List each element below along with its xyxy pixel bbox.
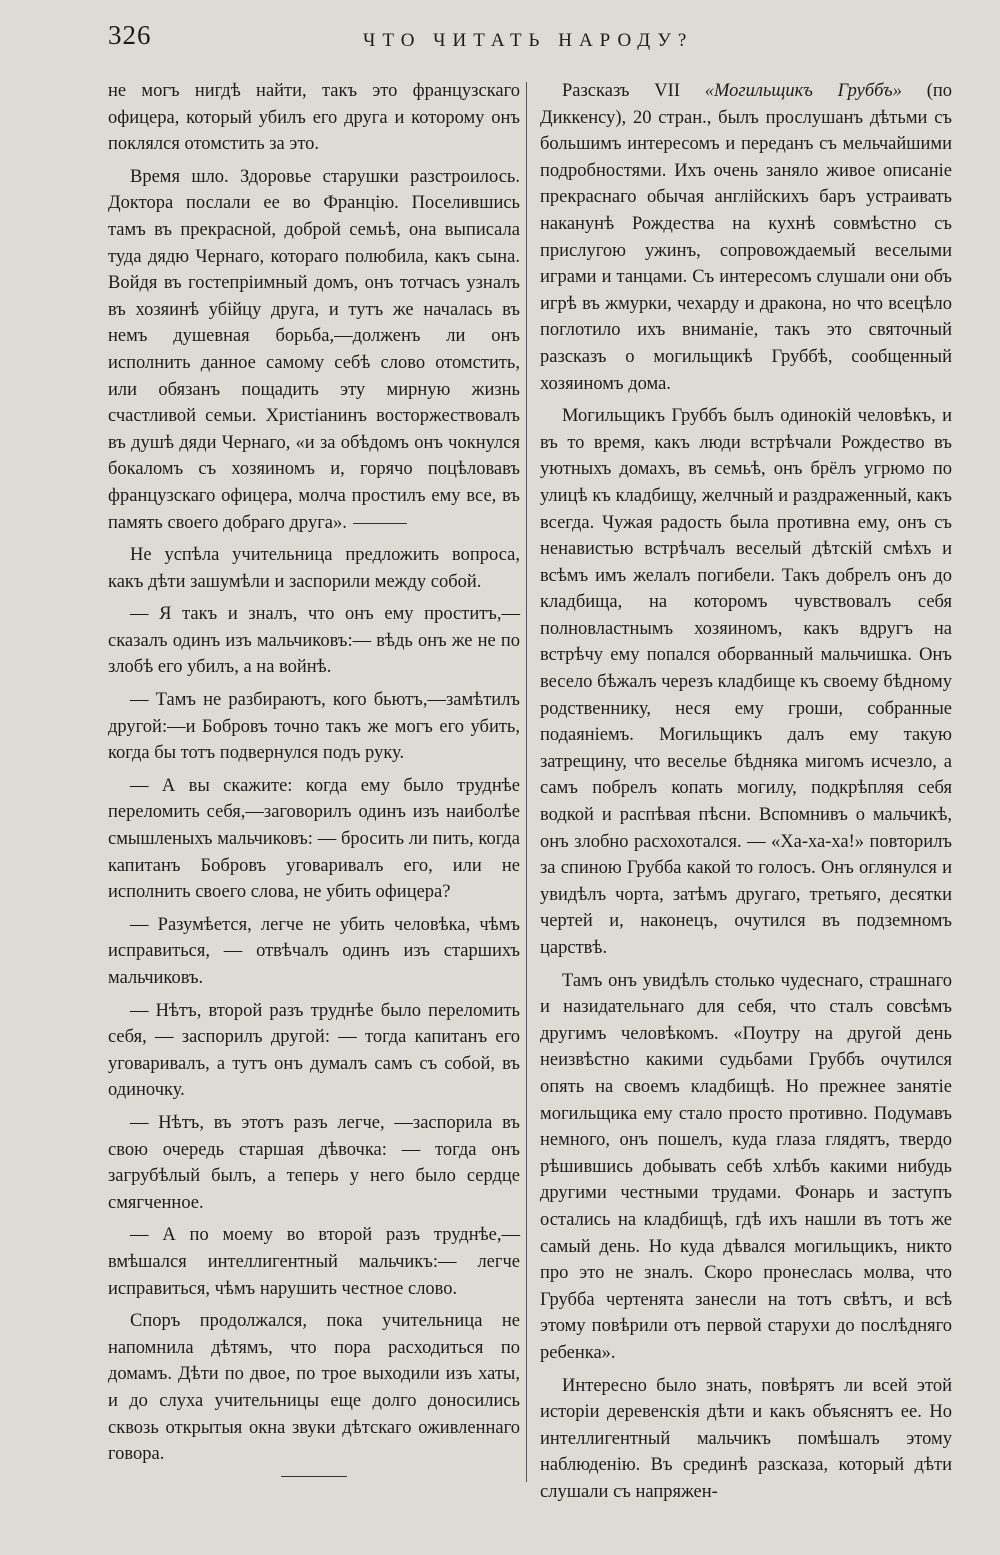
paragraph-text: (по Диккенсу), 20 стран., былъ прослушанъ дѣтьми съ большимъ интересомъ и переданъ съ мельчайшими подробностями. Ихъ очень заняло живое описаніе прекраснаго обычая англійскихъ баръ устраивать наканунѣ Рождества на кухнѣ совмѣстно съ прислугою ужинъ, сопровождаемый веселыми играми и танцами. Съ интересомъ слушали они объ игрѣ въ жмурки, чехарду и дракона, но что всецѣло поглотило ихъ вниманіе, такъ это святочный разсказъ о могильщикѣ Груббѣ, сообщенный хозяиномъ дома. xyxy=(540,81,952,394)
paragraph xyxy=(108,164,520,536)
paragraph: — А по моему во второй разъ труднѣе,— вмѣшался интеллигентный мальчикъ:— легче исправиться, чѣмъ нарушить честное слово. xyxy=(108,1225,520,1299)
paragraph: Могильщикъ Груббъ былъ одинокій человѣкъ, и въ то время, какъ люди встрѣчали Рождество въ уютныхъ домахъ, въ семьѣ, онъ брёлъ угрюмо по улицѣ къ кладбищу, желчный и раздраженный, какъ всегда. Чужая радость была противна ему, онъ съ ненавистью встрѣчалъ веселый дѣтскій смѣхъ и всѣмъ имъ желалъ погибели. Такъ добрелъ онъ до кладбища, на которомъ чувствовалъ себя полновластнымъ хозяиномъ, какъ вдругъ на встрѣчу ему попался оборванный мальчишка. Онъ весело бѣжалъ черезъ кладбище къ своему бѣдному родственнику, неся ему гроши, собранные подаяніемъ. Могильщикъ далъ ему такую затрещину, что веселье бѣдняка мигомъ исчезло, а самъ побрелъ копать могилу, подкрѣпляя себя водкой и распѣвая пѣсни. Вспомнивъ о мальчикѣ, онъ злобно расхохотался. — «Ха-ха-ха!» повторилъ за спиною Грубба какой то голосъ. Онъ оглянулся и увидѣлъ чорта, затѣмъ другаго, третьяго, десятки чертей и, наконецъ, очутился въ подземномъ царствѣ. xyxy=(540,406,952,958)
paragraph xyxy=(540,78,952,397)
paragraph: — А вы скажите: когда ему было труднѣе переломить себя,—заговорилъ одинъ изъ наиболѣе смышленыхъ мальчиковъ: — бросить ли пить, когда капитанъ Бобровъ уговаривалъ его, или не исполнить своего слова, не убить офицера? xyxy=(108,775,520,903)
column-rule xyxy=(526,82,527,1482)
paragraph: — Нѣтъ, въ этотъ разъ легче, —заспорила въ свою очередь старшая дѣвочка: — тогда онъ загрубѣлый былъ, а теперь у него было сердце смягченное. xyxy=(108,1112,520,1213)
right-column xyxy=(540,78,952,1511)
paragraph: Интересно было знать, повѣрятъ ли всей этой исторіи деревенскія дѣти и какъ объяснятъ ее. Но интеллигентный мальчикъ помѣшалъ этому наблюденію. Въ срединѣ разсказа, который дѣти слушали съ напряжен- xyxy=(540,1375,952,1502)
paragraph: Не успѣла учительница предложить вопроса, какъ дѣти зашумѣли и заспорили между собой. xyxy=(108,545,520,592)
paragraph-text: Время шло. Здоровье старушки разстроилось. Доктора послали ее во Францію. Поселившись тамъ въ прекрасной, доброй семьѣ, она выписала туда дядю Чернаго, котораго полюбила, какъ сына. Войдя въ гостепріимный домъ, онъ тотчасъ узналъ въ хозяинѣ убійцу друга, и тутъ же началась въ немъ душевная борьба,—долженъ ли онъ исполнить данное самому себѣ слово отомстить, или обязанъ пощадить эту мирную жизнь счастливой семьи. Христіанинъ восторжествовалъ въ душѣ дяди Чернаго, «и за обѣдомъ онъ чокнулся бокаломъ съ хозяиномъ и, горячо поцѣловавъ французскаго офицера, молча простилъ ему все, въ память своего добраго друга». xyxy=(108,166,520,533)
paragraph: — Я такъ и зналъ, что онъ ему проститъ,—сказалъ одинъ изъ мальчиковъ:— вѣдь онъ же не по злобѣ его убилъ, а на войнѣ. xyxy=(108,604,520,678)
paragraph: не могъ нигдѣ найти, такъ это французскаго офицера, который убилъ его друга и которому онъ поклялся отомстить за это. xyxy=(108,81,520,155)
page-number: 326 xyxy=(108,20,152,50)
paragraph: — Нѣтъ, второй разъ труднѣе было переломить себя, — заспорилъ другой: — тогда капитанъ его уговаривалъ, а тутъ онъ думалъ самъ съ собой, въ одиночку. xyxy=(108,1000,520,1101)
running-head: ЧТО ЧИТАТЬ НАРОДУ? xyxy=(363,30,694,51)
paragraph: — Тамъ не разбираютъ, кого бьютъ,—замѣтилъ другой:—и Бобровъ точно такъ же могъ его убить, когда бы тотъ подвернулся подъ руку. xyxy=(108,690,520,764)
section-divider xyxy=(281,1476,347,1477)
section-divider xyxy=(353,523,407,524)
paragraph-lead: Разсказъ VII xyxy=(562,81,705,101)
paragraph: Тамъ онъ увидѣлъ столько чудеснаго, страшнаго и назидательнаго для себя, что сталъ совсѣмъ другимъ человѣкомъ. «Поутру на другой день неизвѣстно какими судьбами Груббъ очутился опять на своемъ кладбищѣ. Но прежнее занятіе могильщика ему стало просто противно. Подумавъ немного, онъ пошелъ, куда глаза глядятъ, твердо рѣшившись добывать себѣ хлѣбъ какими нибудь другими честными трудами. Фонарь и заступъ остались на кладбищѣ, гдѣ ихъ нашли въ тотъ же самый день. Но куда дѣвался могильщикъ, никто про это не зналъ. Скоро пронеслась молва, что Грубба чертенята занесли на тотъ свѣтъ, и всѣ этому повѣрили отъ первой старухи до послѣдняго ребенка». xyxy=(540,970,952,1363)
story-title: «Могильщикъ Груббъ» xyxy=(704,81,902,101)
paragraph: — Разумѣется, легче не убить человѣка, чѣмъ исправиться, — отвѣчалъ одинъ изъ старшихъ мальчиковъ. xyxy=(108,914,520,988)
page-header xyxy=(108,20,948,60)
paragraph: Споръ продолжался, пока учительница не напомнила дѣтямъ, что пора расходиться по домамъ. Дѣти по двое, по трое выходили изъ хаты, и до слуха учительницы еще долго доносились сквозь открытыя окна звуки дѣтскаго оживленнаго говора. xyxy=(108,1311,520,1465)
left-column xyxy=(108,78,520,1487)
